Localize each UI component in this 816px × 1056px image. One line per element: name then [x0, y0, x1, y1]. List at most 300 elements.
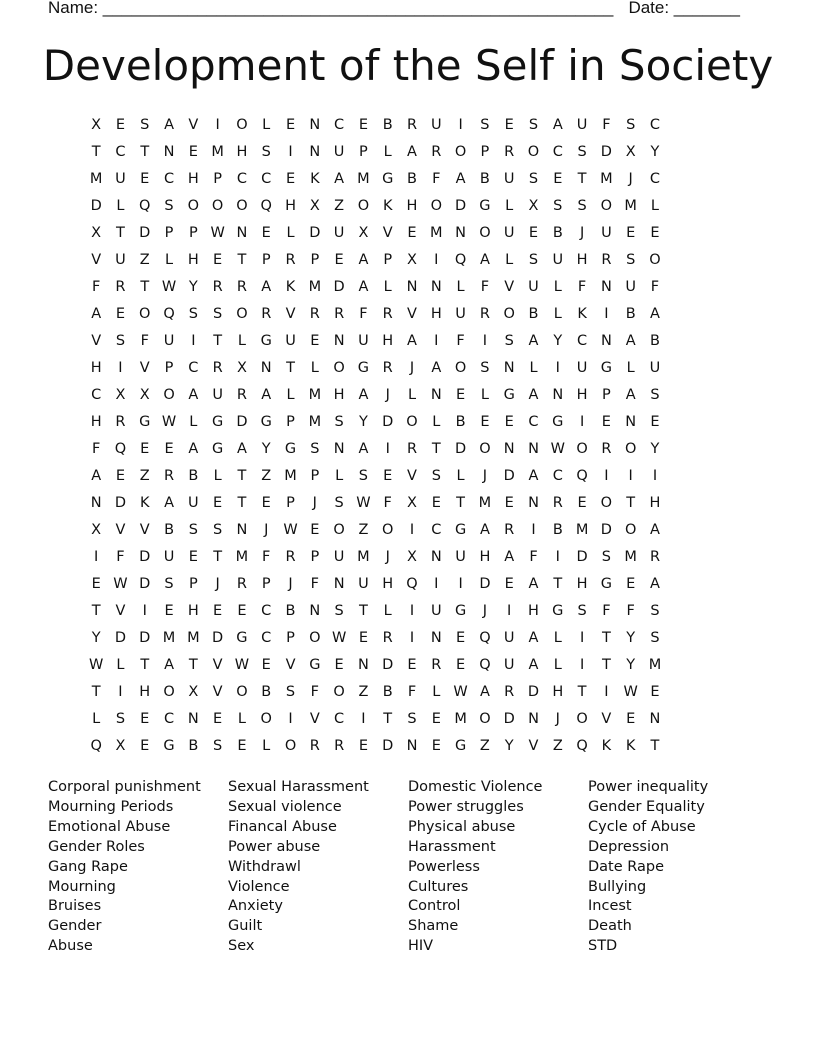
grid-letter[interactable]: O [333, 522, 345, 538]
grid-letter[interactable]: N [309, 117, 321, 133]
grid-letter[interactable]: F [456, 333, 465, 349]
grid-letter[interactable]: B [552, 225, 563, 241]
grid-letter[interactable]: Q [139, 198, 151, 214]
grid-letter[interactable]: N [600, 279, 612, 295]
grid-letter[interactable]: O [649, 252, 661, 268]
grid-letter[interactable]: X [115, 738, 126, 754]
grid-letter[interactable]: I [142, 603, 147, 619]
grid-letter[interactable]: B [164, 522, 175, 538]
grid-letter[interactable]: V [504, 279, 515, 295]
grid-letter[interactable]: A [91, 468, 102, 484]
grid-letter[interactable]: H [139, 684, 151, 700]
grid-letter[interactable]: S [188, 522, 198, 538]
grid-letter[interactable]: N [333, 441, 345, 457]
grid-letter[interactable]: F [359, 306, 368, 322]
grid-letter[interactable]: E [115, 468, 126, 484]
grid-letter[interactable]: T [91, 144, 101, 160]
grid-letter[interactable]: T [91, 684, 101, 700]
grid-letter[interactable]: O [454, 144, 467, 160]
grid-letter[interactable]: F [432, 171, 441, 187]
grid-letter[interactable]: S [407, 711, 417, 727]
grid-letter[interactable]: E [115, 117, 126, 133]
grid-letter[interactable]: N [552, 387, 564, 403]
grid-letter[interactable]: I [288, 711, 293, 727]
grid-letter[interactable]: P [188, 225, 198, 241]
grid-letter[interactable]: A [431, 360, 442, 376]
grid-letter[interactable]: Q [260, 198, 272, 214]
grid-letter[interactable]: D [455, 198, 467, 214]
grid-letter[interactable]: W [234, 657, 250, 673]
grid-letter[interactable]: I [361, 711, 366, 727]
grid-letter[interactable]: H [333, 387, 345, 403]
grid-letter[interactable]: I [94, 549, 99, 565]
grid-letter[interactable]: F [310, 576, 319, 592]
grid-letter[interactable]: L [189, 414, 198, 430]
grid-letter[interactable]: M [284, 468, 297, 484]
grid-letter[interactable]: C [261, 603, 272, 619]
grid-letter[interactable]: S [334, 495, 344, 511]
grid-letter[interactable]: W [161, 414, 177, 430]
grid-letter[interactable]: B [552, 522, 563, 538]
grid-letter[interactable]: D [576, 549, 588, 565]
grid-letter[interactable]: I [579, 657, 585, 673]
grid-letter[interactable]: B [382, 117, 393, 133]
grid-letter[interactable]: J [385, 387, 390, 403]
grid-letter[interactable]: S [626, 252, 636, 268]
grid-letter[interactable]: I [118, 684, 123, 700]
grid-letter[interactable]: E [601, 414, 611, 430]
grid-letter[interactable]: T [140, 279, 150, 295]
grid-letter[interactable]: I [628, 468, 633, 484]
grid-letter[interactable]: A [334, 171, 345, 187]
grid-letter[interactable]: T [237, 252, 247, 268]
grid-letter[interactable]: J [482, 468, 488, 484]
grid-letter[interactable]: A [650, 522, 660, 538]
grid-letter[interactable]: B [261, 684, 272, 700]
grid-letter[interactable]: I [409, 522, 415, 538]
grid-letter[interactable]: Z [139, 252, 150, 268]
grid-letter[interactable]: Q [454, 252, 467, 268]
grid-letter[interactable]: O [139, 306, 151, 322]
grid-letter[interactable]: R [406, 441, 418, 457]
grid-letter[interactable]: E [261, 495, 271, 511]
grid-letter[interactable]: V [407, 468, 417, 484]
grid-letter[interactable]: J [409, 360, 415, 376]
grid-letter[interactable]: D [600, 522, 612, 538]
grid-letter[interactable]: I [579, 630, 585, 646]
grid-letter[interactable]: E [115, 306, 126, 322]
grid-letter[interactable]: Y [553, 333, 563, 349]
grid-letter[interactable]: J [385, 549, 390, 565]
grid-letter[interactable]: E [261, 225, 271, 241]
grid-letter[interactable]: T [626, 495, 636, 511]
grid-letter[interactable]: S [115, 333, 126, 349]
grid-letter[interactable]: C [552, 144, 563, 160]
grid-letter[interactable]: O [236, 117, 248, 133]
grid-letter[interactable]: J [482, 603, 488, 619]
grid-letter[interactable]: W [453, 684, 468, 700]
grid-letter[interactable]: U [430, 117, 442, 133]
grid-letter[interactable]: K [601, 738, 612, 754]
grid-letter[interactable]: N [406, 738, 418, 754]
grid-letter[interactable]: V [309, 711, 320, 727]
grid-letter[interactable]: L [262, 738, 271, 754]
grid-letter[interactable]: I [409, 630, 415, 646]
grid-letter[interactable]: H [576, 387, 588, 403]
grid-letter[interactable]: E [358, 630, 368, 646]
grid-letter[interactable]: L [407, 387, 417, 403]
grid-letter[interactable]: X [407, 549, 417, 565]
grid-letter[interactable]: V [91, 252, 102, 268]
grid-letter[interactable]: B [528, 306, 539, 322]
grid-letter[interactable]: L [432, 414, 441, 430]
grid-letter[interactable]: W [113, 576, 128, 592]
grid-letter[interactable]: E [407, 657, 417, 673]
grid-letter[interactable]: N [309, 603, 321, 619]
grid-letter[interactable]: F [407, 684, 417, 700]
grid-letter[interactable]: Y [626, 630, 636, 646]
grid-letter[interactable]: O [211, 198, 224, 214]
grid-letter[interactable]: Q [406, 576, 418, 592]
grid-letter[interactable]: C [236, 171, 247, 187]
grid-letter[interactable]: P [261, 576, 271, 592]
grid-letter[interactable]: N [163, 144, 175, 160]
grid-letter[interactable]: A [407, 333, 417, 349]
grid-letter[interactable]: U [358, 333, 369, 349]
grid-letter[interactable]: M [308, 414, 322, 430]
grid-letter[interactable]: W [88, 657, 104, 673]
grid-letter[interactable]: S [553, 198, 563, 214]
grid-letter[interactable]: E [431, 495, 441, 511]
grid-letter[interactable]: U [212, 387, 223, 403]
grid-letter[interactable]: I [434, 333, 439, 349]
grid-letter[interactable]: T [431, 441, 441, 457]
grid-letter[interactable]: M [478, 495, 492, 511]
grid-letter[interactable]: R [334, 738, 345, 754]
grid-letter[interactable]: T [358, 603, 368, 619]
grid-letter[interactable]: M [430, 225, 443, 241]
grid-letter[interactable]: E [383, 468, 393, 484]
grid-letter[interactable]: L [480, 387, 489, 403]
grid-letter[interactable]: U [333, 225, 345, 241]
grid-letter[interactable]: S [115, 711, 126, 727]
grid-letter[interactable]: C [115, 144, 126, 160]
grid-letter[interactable]: D [114, 495, 127, 511]
grid-letter[interactable]: E [504, 414, 514, 430]
grid-letter[interactable]: L [213, 468, 222, 484]
grid-letter[interactable]: L [262, 117, 271, 133]
grid-letter[interactable]: I [555, 549, 560, 565]
grid-letter[interactable]: E [626, 576, 636, 592]
grid-letter[interactable]: V [139, 522, 150, 538]
grid-letter[interactable]: R [601, 441, 612, 457]
grid-letter[interactable]: L [553, 306, 562, 322]
grid-letter[interactable]: H [552, 684, 564, 700]
grid-letter[interactable]: O [406, 414, 418, 430]
grid-letter[interactable]: O [357, 198, 370, 214]
grid-letter[interactable]: E [626, 225, 636, 241]
grid-letter[interactable]: N [430, 549, 442, 565]
grid-letter[interactable]: P [310, 549, 320, 565]
grid-letter[interactable]: Y [650, 144, 660, 160]
grid-letter[interactable]: K [382, 198, 393, 214]
grid-letter[interactable]: E [140, 441, 150, 457]
grid-letter[interactable]: U [649, 360, 661, 376]
grid-letter[interactable]: N [528, 495, 539, 511]
grid-letter[interactable]: T [213, 549, 223, 565]
grid-letter[interactable]: M [187, 630, 200, 646]
grid-letter[interactable]: A [650, 306, 660, 322]
grid-letter[interactable]: F [91, 441, 101, 457]
grid-letter[interactable]: L [626, 360, 635, 376]
grid-letter[interactable]: S [431, 468, 441, 484]
grid-letter[interactable]: X [528, 198, 539, 214]
grid-letter[interactable]: G [454, 522, 467, 538]
grid-letter[interactable]: M [624, 549, 637, 565]
grid-letter[interactable]: G [260, 333, 272, 349]
grid-letter[interactable]: D [382, 414, 394, 430]
grid-letter[interactable]: D [114, 630, 127, 646]
grid-letter[interactable]: F [140, 333, 149, 349]
grid-letter[interactable]: U [163, 333, 175, 349]
grid-letter[interactable]: L [237, 711, 246, 727]
grid-letter[interactable]: G [357, 360, 370, 376]
grid-letter[interactable]: N [528, 711, 539, 727]
grid-letter[interactable]: I [507, 603, 512, 619]
grid-letter[interactable]: K [625, 738, 636, 754]
grid-letter[interactable]: E [358, 117, 368, 133]
grid-letter[interactable]: I [288, 144, 293, 160]
grid-letter[interactable]: V [212, 684, 223, 700]
grid-letter[interactable]: G [503, 387, 515, 403]
grid-letter[interactable]: L [286, 387, 295, 403]
grid-letter[interactable]: T [188, 657, 198, 673]
grid-letter[interactable]: M [454, 711, 467, 727]
grid-letter[interactable]: O [236, 306, 248, 322]
grid-letter[interactable]: R [261, 306, 272, 322]
grid-letter[interactable]: E [456, 630, 466, 646]
grid-letter[interactable]: S [650, 387, 660, 403]
grid-letter[interactable]: G [552, 603, 564, 619]
grid-letter[interactable]: E [237, 738, 247, 754]
grid-letter[interactable]: Z [552, 738, 563, 754]
grid-letter[interactable]: I [385, 441, 390, 457]
grid-letter[interactable]: L [335, 468, 344, 484]
grid-letter[interactable]: R [309, 306, 320, 322]
grid-letter[interactable]: S [626, 117, 636, 133]
grid-letter[interactable]: Q [479, 630, 491, 646]
grid-letter[interactable]: I [215, 117, 220, 133]
grid-letter[interactable]: H [236, 144, 248, 160]
grid-letter[interactable]: G [236, 630, 248, 646]
grid-letter[interactable]: U [528, 279, 539, 295]
grid-letter[interactable]: E [213, 252, 223, 268]
grid-letter[interactable]: J [579, 225, 585, 241]
grid-letter[interactable]: D [139, 549, 151, 565]
grid-letter[interactable]: I [118, 360, 123, 376]
grid-letter[interactable]: C [261, 630, 272, 646]
grid-letter[interactable]: E [431, 711, 441, 727]
grid-letter[interactable]: Y [188, 279, 198, 295]
grid-letter[interactable]: J [555, 711, 560, 727]
grid-letter[interactable]: A [528, 468, 539, 484]
grid-letter[interactable]: I [482, 333, 488, 349]
grid-letter[interactable]: A [528, 576, 539, 592]
grid-letter[interactable]: S [188, 306, 198, 322]
grid-letter[interactable]: A [261, 279, 272, 295]
grid-letter[interactable]: A [164, 657, 174, 673]
grid-letter[interactable]: I [191, 333, 196, 349]
grid-letter[interactable]: L [553, 279, 562, 295]
grid-letter[interactable]: U [115, 171, 126, 187]
grid-letter[interactable]: E [164, 441, 174, 457]
grid-letter[interactable]: O [333, 684, 345, 700]
grid-letter[interactable]: R [406, 117, 418, 133]
grid-letter[interactable]: U [576, 360, 588, 376]
grid-letter[interactable]: I [604, 306, 609, 322]
grid-letter[interactable]: F [116, 549, 125, 565]
grid-letter[interactable]: Z [479, 738, 490, 754]
grid-letter[interactable]: D [236, 414, 248, 430]
grid-letter[interactable]: A [188, 387, 199, 403]
grid-letter[interactable]: U [163, 549, 175, 565]
grid-letter[interactable]: K [285, 279, 296, 295]
grid-letter[interactable]: U [503, 171, 515, 187]
grid-letter[interactable]: A [528, 657, 539, 673]
grid-letter[interactable]: A [91, 306, 102, 322]
grid-letter[interactable]: B [650, 333, 660, 349]
grid-letter[interactable]: B [188, 738, 199, 754]
grid-letter[interactable]: Z [261, 468, 272, 484]
name-field[interactable]: Name: ______________________________________________________ [48, 0, 614, 17]
grid-letter[interactable]: W [161, 279, 177, 295]
grid-letter[interactable]: J [215, 576, 220, 592]
grid-letter[interactable]: Q [163, 306, 175, 322]
grid-letter[interactable]: C [163, 711, 175, 727]
grid-letter[interactable]: U [552, 252, 564, 268]
grid-letter[interactable]: X [91, 522, 102, 538]
grid-letter[interactable]: O [479, 225, 491, 241]
grid-letter[interactable]: U [455, 549, 466, 565]
grid-letter[interactable]: Y [626, 657, 636, 673]
grid-letter[interactable]: A [528, 333, 539, 349]
grid-letter[interactable]: U [576, 117, 588, 133]
grid-letter[interactable]: E [285, 171, 296, 187]
grid-letter[interactable]: P [164, 225, 174, 241]
grid-letter[interactable]: O [163, 387, 175, 403]
grid-letter[interactable]: W [356, 495, 371, 511]
grid-letter[interactable]: D [90, 198, 102, 214]
grid-letter[interactable]: A [625, 387, 636, 403]
grid-letter[interactable]: O [163, 684, 175, 700]
grid-letter[interactable]: H [187, 603, 199, 619]
grid-letter[interactable]: S [650, 630, 660, 646]
grid-letter[interactable]: S [140, 117, 150, 133]
grid-letter[interactable]: P [286, 414, 295, 430]
grid-letter[interactable]: I [604, 468, 609, 484]
grid-letter[interactable]: N [309, 144, 321, 160]
grid-letter[interactable]: F [602, 603, 611, 619]
grid-letter[interactable]: N [503, 441, 515, 457]
grid-letter[interactable]: G [284, 441, 297, 457]
grid-letter[interactable]: R [236, 387, 247, 403]
grid-letter[interactable]: P [286, 495, 295, 511]
grid-letter[interactable]: N [430, 630, 442, 646]
grid-letter[interactable]: Y [504, 738, 514, 754]
grid-letter[interactable]: E [431, 738, 441, 754]
grid-letter[interactable]: R [479, 306, 490, 322]
grid-letter[interactable]: F [262, 549, 271, 565]
grid-letter[interactable]: G [163, 738, 175, 754]
grid-letter[interactable]: L [383, 144, 392, 160]
grid-letter[interactable]: C [649, 117, 661, 133]
grid-letter[interactable]: A [358, 279, 369, 295]
grid-letter[interactable]: G [382, 171, 394, 187]
grid-letter[interactable]: T [577, 171, 587, 187]
grid-letter[interactable]: P [286, 630, 295, 646]
grid-letter[interactable]: X [188, 684, 199, 700]
grid-letter[interactable]: C [528, 414, 539, 430]
grid-letter[interactable]: A [625, 333, 636, 349]
grid-letter[interactable]: T [577, 684, 587, 700]
grid-letter[interactable]: N [236, 522, 248, 538]
grid-letter[interactable]: E [358, 738, 368, 754]
grid-letter[interactable]: T [91, 603, 101, 619]
grid-letter[interactable]: X [115, 387, 126, 403]
grid-letter[interactable]: P [164, 360, 174, 376]
grid-letter[interactable]: L [553, 657, 562, 673]
grid-letter[interactable]: M [575, 522, 589, 538]
grid-letter[interactable]: H [382, 576, 394, 592]
grid-letter[interactable]: E [188, 549, 198, 565]
grid-letter[interactable]: V [285, 306, 296, 322]
grid-letter[interactable]: R [601, 252, 612, 268]
grid-letter[interactable]: W [550, 441, 565, 457]
grid-letter[interactable]: H [576, 252, 588, 268]
grid-letter[interactable]: N [333, 333, 345, 349]
grid-letter[interactable]: N [333, 576, 345, 592]
grid-letter[interactable]: M [648, 657, 662, 673]
grid-letter[interactable]: D [382, 738, 394, 754]
grid-letter[interactable]: S [650, 603, 660, 619]
grid-letter[interactable]: O [527, 144, 540, 160]
grid-letter[interactable]: L [432, 684, 441, 700]
grid-letter[interactable]: I [458, 576, 463, 592]
grid-letter[interactable]: E [91, 576, 101, 592]
grid-letter[interactable]: A [164, 495, 174, 511]
grid-letter[interactable]: J [628, 171, 633, 187]
grid-letter[interactable]: L [116, 198, 125, 214]
grid-letter[interactable]: M [235, 549, 249, 565]
grid-letter[interactable]: E [334, 252, 344, 268]
grid-letter[interactable]: O [576, 441, 588, 457]
grid-letter[interactable]: R [504, 144, 515, 160]
grid-letter[interactable]: R [309, 738, 320, 754]
grid-letter[interactable]: L [383, 279, 392, 295]
grid-letter[interactable]: P [480, 144, 490, 160]
grid-letter[interactable]: G [212, 414, 224, 430]
grid-letter[interactable]: S [285, 684, 296, 700]
grid-letter[interactable]: R [212, 279, 223, 295]
grid-letter[interactable]: H [90, 414, 102, 430]
grid-letter[interactable]: B [455, 414, 466, 430]
grid-letter[interactable]: K [577, 306, 587, 322]
grid-letter[interactable]: V [188, 117, 199, 133]
grid-letter[interactable]: T [237, 468, 247, 484]
grid-letter[interactable]: W [210, 225, 225, 241]
grid-letter[interactable]: B [407, 171, 417, 187]
grid-letter[interactable]: F [310, 684, 319, 700]
